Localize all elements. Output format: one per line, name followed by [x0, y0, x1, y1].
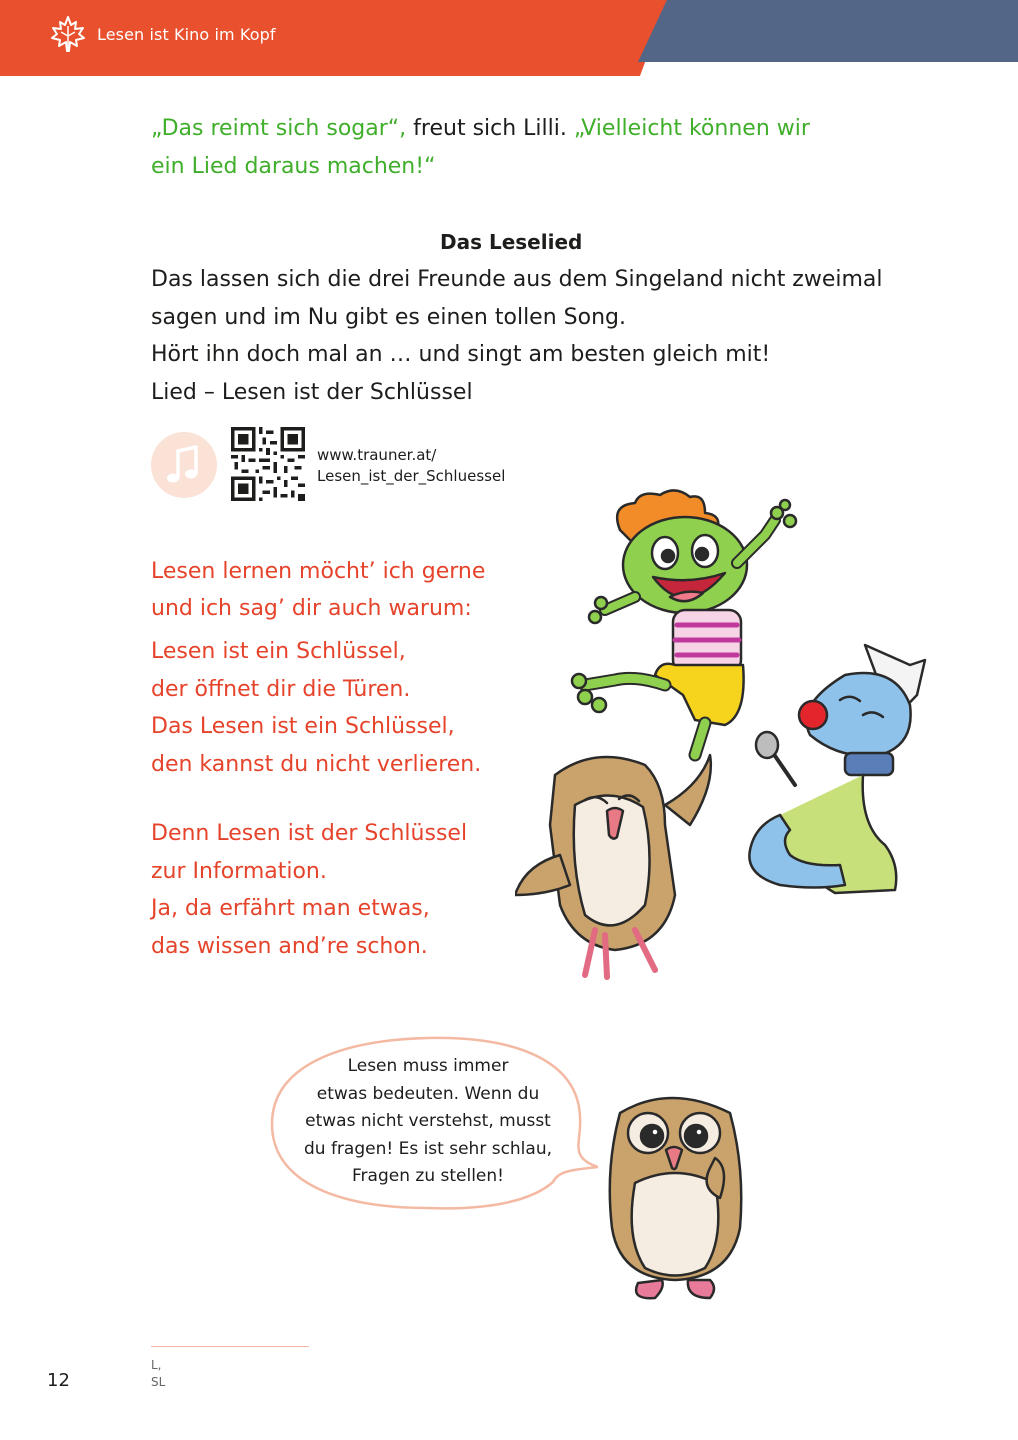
lyric-line: Ja, da erfährt man etwas, — [151, 896, 430, 921]
song-title: Das Leselied — [440, 230, 583, 254]
lyric-line: Lesen ist ein Schlüssel, — [151, 639, 406, 664]
song-link-line-2[interactable]: Lesen_ist_der_Schluessel — [317, 467, 506, 485]
lyric-line: Denn Lesen ist der Schlüssel — [151, 821, 468, 846]
lyric-line: der öffnet dir die Türen. — [151, 677, 411, 702]
footnote-divider — [151, 1346, 309, 1347]
bubble-line: Fragen zu stellen! — [352, 1166, 504, 1186]
song-link-line-1[interactable]: www.trauner.at/ — [317, 446, 437, 464]
lyric-line: zur Information. — [151, 859, 327, 884]
speech-bubble-text — [290, 1053, 566, 1191]
footnote-line-1: L, — [151, 1358, 162, 1372]
narration: freut sich Lilli. — [406, 116, 574, 141]
lyric-line: Das Lesen ist ein Schlüssel, — [151, 714, 455, 739]
body-line: Lied – Lesen ist der Schlüssel — [151, 380, 473, 405]
header-title: Lesen ist Kino im Kopf — [97, 25, 276, 44]
bubble-line: etwas bedeuten. Wenn du — [316, 1083, 540, 1104]
quote-2: „Vielleicht können wir — [573, 116, 810, 141]
bubble-line: etwas nicht verstehst, musst — [305, 1111, 551, 1131]
intro-line-2: ein Lied daraus machen!“ — [151, 154, 436, 179]
bubble-line: du fragen! Es ist sehr schlau, — [303, 1138, 553, 1159]
body-line: Hört ihn doch mal an … und singt am besten gleich mit! — [151, 342, 771, 367]
lyric-line: Lesen lernen möcht’ ich gerne — [151, 559, 486, 584]
music-note-icon — [151, 432, 217, 498]
body-line: Das lassen sich die drei Freunde aus dem Singeland nicht zweimal — [151, 267, 883, 292]
maple-leaf-icon — [48, 14, 88, 54]
lyric-line: den kannst du nicht verlieren. — [151, 752, 482, 777]
lyric-line: das wissen and’re schon. — [151, 934, 428, 959]
footnote-line-2: SL — [151, 1375, 166, 1389]
quote-1: „Das reimt sich sogar“, — [151, 116, 407, 141]
page-number: 12 — [47, 1370, 70, 1391]
header-accent-band — [638, 0, 1018, 62]
body-line: sagen und im Nu gibt es einen tollen Song. — [151, 305, 626, 330]
owl-illustration — [600, 1088, 750, 1303]
singing-owl-illustration — [515, 745, 730, 985]
sock-singer-illustration — [745, 635, 945, 915]
intro-line-1 — [151, 116, 810, 141]
qr-code[interactable] — [231, 427, 305, 501]
bubble-line: Lesen muss immer — [347, 1056, 509, 1076]
lyric-line: und ich sag’ dir auch warum: — [151, 596, 472, 621]
